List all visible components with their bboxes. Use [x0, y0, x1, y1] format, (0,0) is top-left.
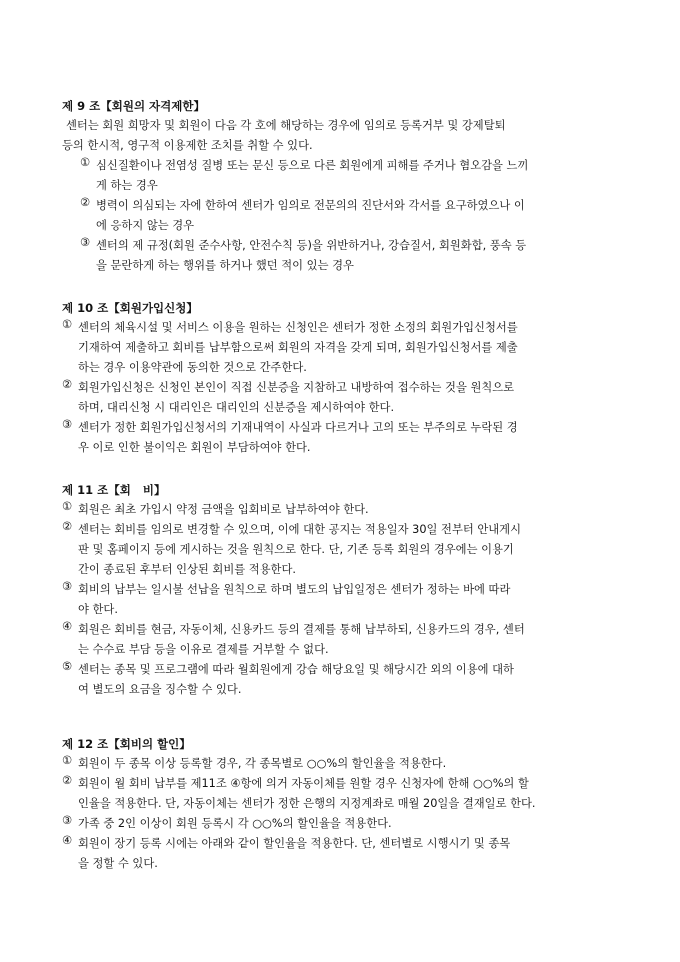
clause-number: ④: [62, 620, 73, 633]
article-heading: 제 11 조【회 비】: [62, 483, 166, 497]
clause-line: 회원이 두 종목 이상 등록할 경우, 각 종목별로 ○○%의 할인율을 적용한다.: [78, 757, 447, 770]
clause-item: [62, 834, 624, 874]
clause-item: [62, 520, 624, 580]
clause-item: [62, 580, 624, 620]
clause-line: 하는 경우 이용약관에 동의한 것으로 간주한다.: [78, 361, 307, 374]
clause-number: ①: [62, 318, 73, 331]
clause-item: [80, 156, 624, 196]
clause-line: 센터는 종목 및 프로그램에 따라 월회원에게 강습 해당요일 및 해당시간 외의 이용에 대하: [78, 663, 514, 676]
clause-line: 센터는 회비를 임의로 변경할 수 있으며, 이에 대한 공지는 적용일자 30일 전부터 안내게시: [78, 523, 522, 536]
clause-line: 간이 종료된 후부터 인상된 회비를 적용한다.: [78, 563, 296, 576]
clause-line: 가족 중 2인 이상이 회원 등록시 각 ○○%의 할인율을 적용한다.: [78, 817, 392, 830]
clause-line: 회원은 회비를 현금, 자동이체, 신용카드 등의 결제를 통해 납부하되, 신용카드의 경우, 센터: [78, 623, 525, 636]
clause-line: 에 응하지 않는 경우: [96, 219, 195, 232]
clause-number: ②: [80, 196, 91, 209]
clause-item: [80, 236, 624, 276]
clause-number: ③: [62, 814, 73, 827]
clause-line: 을 정할 수 있다.: [78, 857, 158, 870]
article-heading: 제 12 조【회비의 할인】: [62, 737, 191, 751]
clause-line: 회원이 장기 등록 시에는 아래와 같이 할인율을 적용한다. 단, 센터별로 시행시기 및 종목: [78, 837, 511, 850]
clause-item: [62, 814, 624, 834]
clause-number: ①: [62, 754, 73, 767]
clause-number: ④: [62, 834, 73, 847]
clause-line: 하며, 대리신청 시 대리인은 대리인의 신분증을 제시하여야 한다.: [78, 401, 395, 414]
article-11: [62, 480, 624, 700]
clause-line: 야 한다.: [78, 603, 118, 616]
clause-item: [62, 660, 624, 700]
clause-number: ②: [62, 774, 73, 787]
clause-line: 회원은 최초 가입시 약정 금액을 입회비로 납부하여야 한다.: [78, 503, 369, 516]
clause-line: 인율을 적용한다. 단, 자동이체는 센터가 정한 은행의 지정계좌로 매월 20일을 결재일로 한다.: [78, 797, 536, 810]
clause-line: 게 하는 경우: [96, 179, 158, 192]
clause-item: [62, 620, 624, 660]
clause-line: 센터의 제 규정(회원 준수사항, 안전수칙 등)을 위반하거나, 강습질서, 회원화합, 풍속 등: [96, 239, 527, 252]
clause-line: 센터의 체육시설 및 서비스 이용을 원하는 신청인은 센터가 정한 소정의 회원가입신청서를: [78, 321, 518, 334]
article-heading: 제 10 조【회원가입신청】: [62, 301, 198, 315]
clause-item: [62, 774, 624, 814]
clause-line: 판 및 홈페이지 등에 게시하는 것을 원칙으로 한다. 단, 기존 등록 회원의 경우에는 이용기: [78, 543, 514, 556]
clause-number: ①: [62, 500, 73, 513]
clause-line: 을 문란하게 하는 행위를 하거나 했던 적이 있는 경우: [96, 259, 354, 272]
clause-number: ⑤: [62, 660, 73, 673]
clause-line: 심신질환이나 전염성 질병 또는 문신 등으로 다른 회원에게 피해를 주거나 혐오감을 느끼: [96, 159, 529, 172]
clause-line: 회원가입신청은 신청인 본인이 직접 신분증을 지참하고 내방하여 접수하는 것을 원칙으로: [78, 381, 515, 394]
clause-item: [62, 318, 624, 378]
clause-line: 회원이 월 회비 납부를 제11조 ④항에 의거 자동이체를 원할 경우 신청자에 한해 ○○%의 할: [78, 777, 529, 790]
article-12: [62, 734, 624, 874]
article-9: [62, 96, 624, 276]
clause-line: 우 이로 인한 불이익은 회원이 부담하여야 한다.: [78, 441, 311, 454]
clause-number: ②: [62, 520, 73, 533]
clause-line: 회비의 납부는 일시불 선납을 원칙으로 하며 별도의 납입일정은 센터가 정하는 바에 따라: [78, 583, 511, 596]
clause-number: ①: [80, 156, 91, 169]
clause-line: 는 수수료 부담 등을 이유로 결제를 거부할 수 없다.: [78, 643, 329, 656]
clause-item: [62, 378, 624, 418]
clause-line: 기재하여 제출하고 회비를 납부함으로써 회원의 자격을 갖게 되며, 회원가입신청서를 제출: [78, 341, 518, 354]
article-heading: 제 9 조【회원의 자격제한】: [62, 99, 205, 113]
clause-number: ③: [62, 418, 73, 431]
article-intro-line: 등의 한시적, 영구적 이용제한 조치를 취할 수 있다.: [62, 139, 313, 152]
clause-line: 센터가 정한 회원가입신청서의 기재내역이 사실과 다르거나 고의 또는 부주의로 누락된 경: [78, 421, 518, 434]
clause-number: ③: [62, 580, 73, 593]
article-intro-line: 센터는 회원 희망자 및 회원이 다음 각 호에 해당하는 경우에 임의로 등록거부 및 강제탈퇴: [66, 119, 506, 132]
clause-item: [62, 754, 624, 774]
clause-item: [62, 500, 624, 520]
clause-item: [80, 196, 624, 236]
clause-item: [62, 418, 624, 458]
article-10: [62, 298, 624, 458]
clause-line: 여 별도의 요금을 징수할 수 있다.: [78, 683, 242, 696]
clause-number: ③: [80, 236, 91, 249]
clause-number: ②: [62, 378, 73, 391]
clause-line: 병력이 의심되는 자에 한하여 센터가 임의로 전문의의 진단서와 각서를 요구하였으나 이: [96, 199, 525, 212]
